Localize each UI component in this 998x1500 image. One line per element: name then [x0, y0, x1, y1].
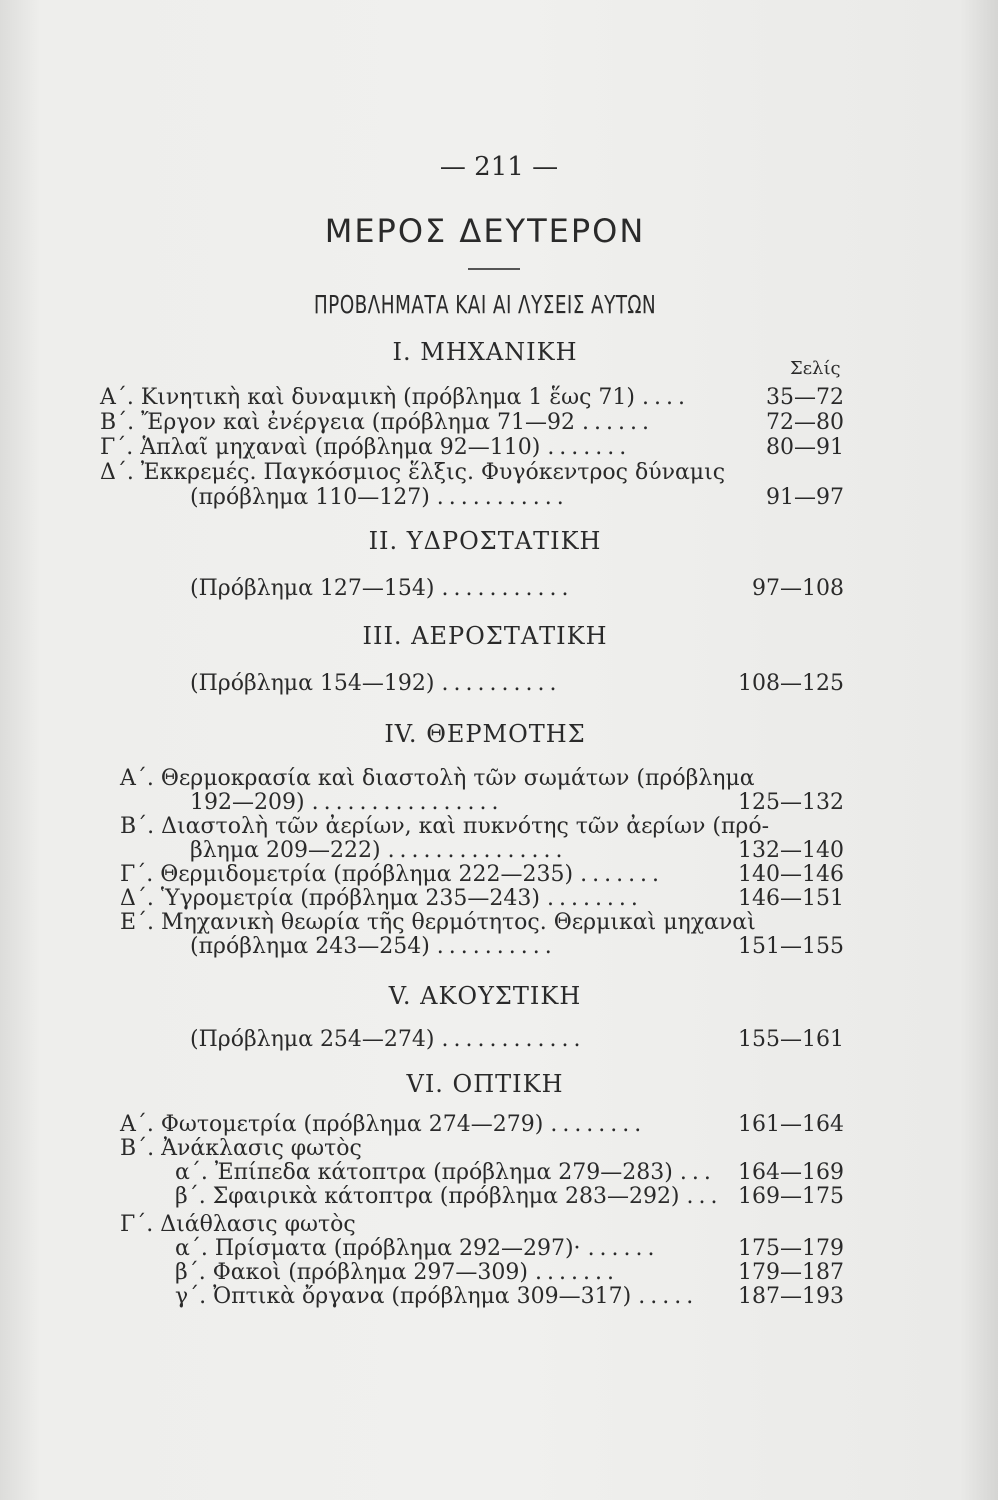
toc-page-range: 72—80: [766, 410, 844, 435]
toc-page-range: 97—108: [752, 576, 844, 601]
toc-entry: βλημα 209—222) ...............: [190, 838, 568, 863]
toc-entry: β΄. Φακοὶ (πρόβλημα 297—309) .......: [175, 1260, 619, 1285]
toc-entry: Δ΄. Ἐκκρεμές. Παγκόσμιος ἕλξις. Φυγόκεντρος δύναμις: [100, 460, 726, 485]
toc-entry: (πρόβλημα 110—127) ...........: [190, 485, 569, 510]
page-number: — 211 —: [439, 152, 559, 182]
section-heading-heat: IV. ΘΕΡΜΟΤΗΣ: [384, 720, 586, 748]
toc-page-range: 91—97: [766, 485, 844, 510]
toc-entry: Γ΄. Θερμιδομετρία (πρόβλημα 222—235) .......: [120, 862, 665, 887]
toc-page-range: 151—155: [738, 934, 844, 959]
toc-entry: (Πρόβλημα 154—192) ..........: [190, 671, 562, 696]
toc-page-range: 132—140: [738, 838, 844, 863]
toc-page-range: 108—125: [738, 671, 844, 696]
toc-entry: Α΄. Θερμοκρασία καὶ διαστολὴ τῶν σωμάτων (πρόβλημα: [120, 766, 755, 791]
page-column-label: Σελίς: [790, 358, 841, 379]
toc-entry: Δ΄. Ὑγρομετρία (πρόβλημα 235—243) ........: [120, 886, 643, 911]
toc-entry: Α΄. Φωτομετρία (πρόβλημα 274—279) ........: [120, 1112, 647, 1137]
title-divider: [468, 268, 520, 270]
toc-page-range: 146—151: [738, 886, 844, 911]
toc-page-range: 187—193: [738, 1284, 844, 1309]
toc-page-range: 179—187: [738, 1260, 844, 1285]
toc-page-range: 155—161: [738, 1027, 844, 1052]
toc-entry: β΄. Σφαιρικὰ κάτοπτρα (πρόβλημα 283—292) ...: [175, 1184, 723, 1209]
toc-entry: Β΄. Ἀνάκλασις φωτὸς: [120, 1136, 362, 1161]
toc-page-range: 125—132: [738, 790, 844, 815]
section-heading-optics: VI. ΟΠΤΙΚΗ: [406, 1070, 564, 1098]
part-title: ΜΕΡΟΣ ΔΕΥΤΕΡΟΝ: [324, 212, 646, 250]
toc-entry: α΄. Ἐπίπεδα κάτοπτρα (πρόβλημα 279—283) ...: [175, 1160, 716, 1185]
toc-page-range: 161—164: [738, 1112, 844, 1137]
toc-page-range: 35—72: [766, 385, 844, 410]
toc-page-range: 164—169: [738, 1160, 844, 1185]
toc-entry: Ε΄. Μηχανικὴ θεωρία τῆς θερμότητος. Θερμικαὶ μηχαναὶ: [120, 910, 756, 935]
toc-entry: α΄. Πρίσματα (πρόβλημα 292—297)· ......: [175, 1236, 660, 1261]
section-heading-acoustics: V. ΑΚΟΥΣΤΙΚΗ: [388, 982, 582, 1010]
toc-entry: 192—209) ................: [190, 790, 504, 815]
toc-page-range: 175—179: [738, 1236, 844, 1261]
subtitle: ΠΡΟΒΛΗΜΑΤΑ ΚΑΙ ΑΙ ΛΥΣΕΙΣ ΑΥΤΩΝ: [313, 290, 657, 319]
section-heading-aerostatics: III. ΑΕΡΟΣΤΑΤΙΚΗ: [362, 622, 608, 650]
toc-entry: Β΄. Ἔργον καὶ ἐνέργεια (πρόβλημα 71—92 ......: [100, 410, 654, 435]
toc-entry: (Πρόβλημα 254—274) ............: [190, 1027, 586, 1052]
toc-page-range: 140—146: [738, 862, 844, 887]
section-heading-hydrostatics: II. ΥΔΡΟΣΤΑΤΙΚΗ: [368, 527, 602, 555]
section-heading-mechanics: I. ΜΗΧΑΝΙΚΗ: [392, 338, 578, 366]
toc-page-range: 169—175: [738, 1184, 844, 1209]
toc-page-range: 80—91: [766, 435, 844, 460]
toc-entry: Α΄. Κινητικὴ καὶ δυναμικὴ (πρόβλημα 1 ἕως 71) ....: [100, 385, 690, 410]
toc-entry: Β΄. Διαστολὴ τῶν ἀερίων, καὶ πυκνότης τῶν ἀερίων (πρό-: [120, 814, 770, 839]
toc-entry: Γ΄. Ἁπλαῖ μηχαναὶ (πρόβλημα 92—110) .......: [100, 435, 632, 460]
toc-entry: (πρόβλημα 243—254) ..........: [190, 934, 557, 959]
toc-entry: γ΄. Ὀπτικὰ ὄργανα (πρόβλημα 309—317) .....: [175, 1284, 699, 1309]
toc-entry: Γ΄. Διάθλασις φωτὸς: [120, 1212, 356, 1237]
toc-entry: (Πρόβλημα 127—154) ...........: [190, 576, 574, 601]
